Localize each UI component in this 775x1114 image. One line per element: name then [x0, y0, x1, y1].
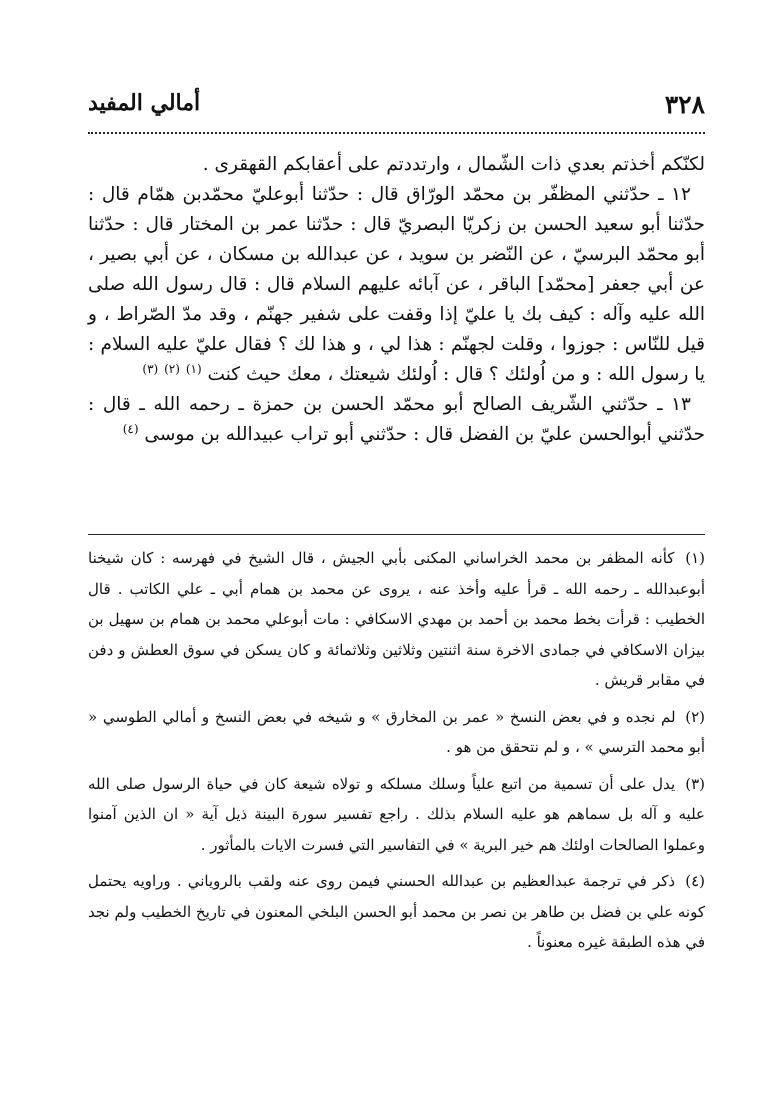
hadith-12: [88, 180, 705, 390]
footnote-text: يدل على أن تسمية من اتبع علياً وسلك مسلكه و تولاه شيعة كان في حياة الرسول صلى الله عليه و آله بل سماهم هو عليه السلام بذلك . راجع تفسير سورة البينة ذيل آية « ان الذين آمنوا وعملوا الصالحات اولئك هم خير البرية » في التفاسير التي فسرت الايات بالمأثور .: [88, 774, 705, 854]
footnote: [88, 543, 705, 696]
footnote-number: (٤): [685, 872, 705, 890]
main-text: [88, 150, 705, 450]
footnote-text: كأنه المظفر بن محمد الخراساني المكنى بأبي الجيش ، قال الشيخ في فهرسه : كان شيخنا أبوعبدالله ـ رحمه الله ـ قرأ عليه وأخذ عنه ، يروى عن محمد بن همام أبي ـ علي الكاتب . قال الخطيب : قرأت بخط محمد بن أحمد بن مهدي الاسكافي : مات أبوعلي محمد بن همام بن سهيل بن بيزان الاسكافي في جمادى الاخرة سنة اثنتين وثلاثين وثلاثمائة و كان يسكن في سوق العطش و دفن في مقابر قريش .: [88, 549, 705, 689]
hadith-13: [88, 390, 705, 450]
opening-line: لكنّكم أخذتم بعدي ذات الشّمال ، وارتددتم على أعقابكم القهقرى .: [202, 154, 705, 175]
page-header: [88, 88, 705, 128]
footnote-ref-1: (١): [185, 361, 202, 376]
footnote-ref-3: (٣): [142, 361, 159, 376]
page-number: ٣٢٨: [664, 90, 705, 119]
footnote-ref-2: (٢): [164, 361, 180, 376]
hadith-12-text: ١٢ ـ حدّثني المظفّر بن محمّد الورّاق قال : حدّثنا أبوعليّ محمّدبن همّام قال : حدّثنا أبو سعيد الحسن بن زكريّا البصريّ قال : حدّثنا عمر بن المختار قال : حدّثنا أبو محمّد البرسيّ ، عن النّضر بن سويد ، عن عبدالله بن مسكان ، عن أبي بصير ، عن أبي جعفر [محمّد] الباقر ، عن آبائه عليهم السلام قال : قال رسول الله صلى الله عليه وآله : كيف بك يا عليّ إذا وقفت على شفير جهنّم ، وقد مدّ الصّراط ، و قيل للنّاس : جوزوا ، وقلت لجهنّم : هذا لي ، و هذا لك ؟ فقال عليّ عليه السلام : يا رسول الله : و من اُولئك ؟ قال : اُولئك شيعتك ، معك حيث كنت: [88, 184, 705, 385]
footnote-number: (٣): [685, 774, 705, 793]
footnote-text: لم نجده و في بعض النسخ « عمر بن المخارق » و شيخه في بعض النسخ و أمالي الطوسي « أبو محمد الترسي » ، و لم نتحقق من هو .: [88, 707, 705, 756]
hadith-13-text: ١٣ ـ حدّثني الشّريف الصالح أبو محمّد الحسن بن حمزة ـ رحمه الله ـ قال : حدّثني أبوالحسن عليّ بن الفضل قال : حدّثني أبو تراب عبيدالله بن موسى: [88, 394, 705, 445]
footnote-number: (١): [685, 549, 705, 567]
footnote: [88, 769, 705, 861]
footnotes: [88, 543, 705, 964]
footnote: [88, 866, 705, 958]
footnote-ref-4: (٤): [122, 421, 139, 436]
footnote-number: (٢): [685, 707, 705, 726]
footnote-text: ذكر في ترجمة عبدالعظيم بن عبدالله الحسني فيمن روى عنه ولقب بالروياني . وراويه يحتمل كونه علي بن فضل بن طاهر بن نصر بن محمد أبو الحسن البلخي المعنون في تاريخ الخطيب ولم نجد في هذه الطبقة غيره معنوناً .: [88, 872, 705, 951]
running-title: أمالي المفيد: [88, 90, 201, 116]
footnote: [88, 702, 705, 763]
footnote-separator: [88, 534, 705, 535]
header-dotted-rule: [88, 132, 705, 134]
